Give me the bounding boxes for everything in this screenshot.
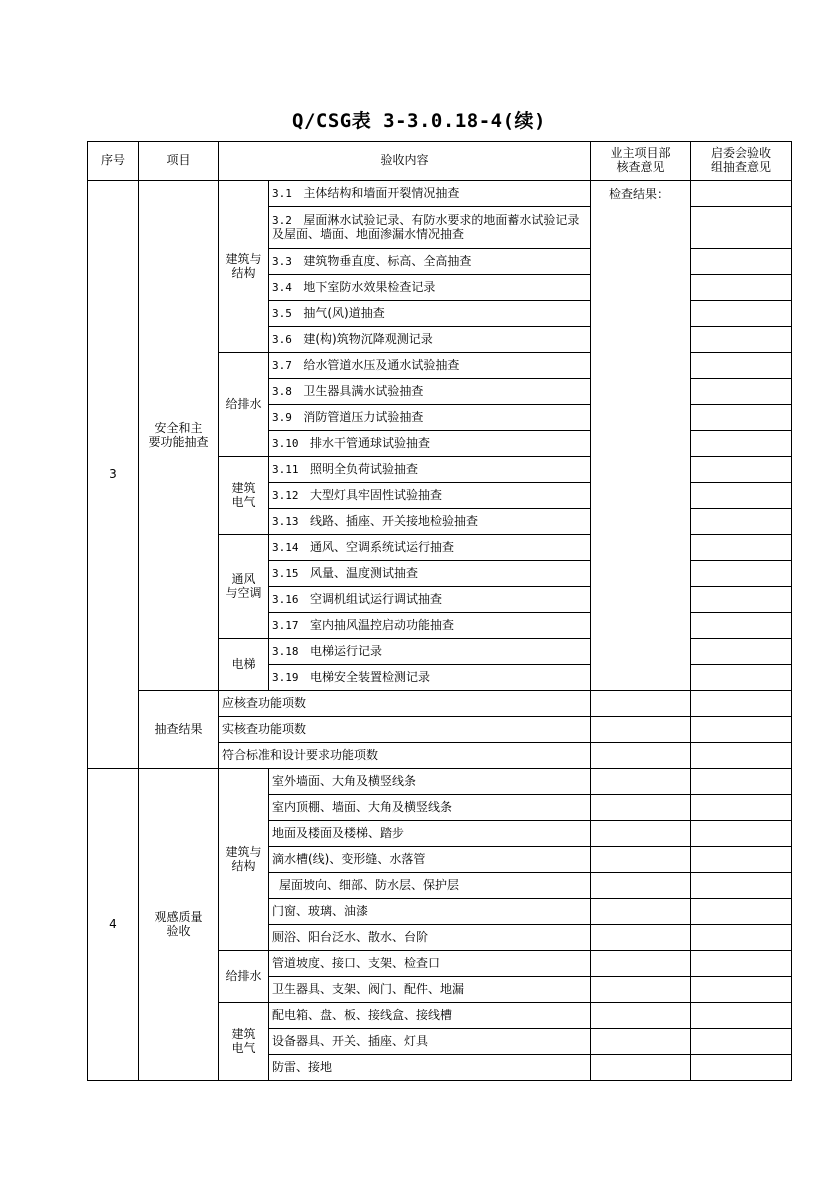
opinion-cell [691,665,792,691]
opinion-cell [691,535,792,561]
opinion-cell [691,639,792,665]
opinion-cell [691,1055,792,1081]
opinion-cell [691,1029,792,1055]
opinion-cell [691,821,792,847]
group-building-structure: 建筑与 结构 [219,769,269,951]
summary-label: 抽查结果 [139,691,219,769]
page-title: Q/CSG表 3-3.0.18-4(续) [292,110,546,132]
check-item: 3.11 照明全负荷试验抽查 [269,457,591,483]
owner-cell [591,795,691,821]
group-electric: 建筑 电气 [219,1003,269,1081]
check-item: 卫生器具、支架、阀门、配件、地漏 [269,977,591,1003]
opinion-cell [691,925,792,951]
group-elevator: 电梯 [219,639,269,691]
owner-cell [591,899,691,925]
header-content: 验收内容 [219,142,591,181]
table-row [88,769,792,795]
check-result-label: 检查结果： [591,181,691,691]
table-row [88,181,792,207]
check-item: 3.17 室内抽风温控启动功能抽查 [269,613,591,639]
opinion-cell [691,587,792,613]
owner-cell [591,873,691,899]
opinion-cell [691,795,792,821]
opinion-cell [691,769,792,795]
check-item: 3.9 消防管道压力试验抽查 [269,405,591,431]
opinion-cell [691,899,792,925]
owner-cell [591,717,691,743]
check-item: 室内顶棚、墙面、大角及横竖线条 [269,795,591,821]
check-item: 滴水槽(线)、变形缝、水落管 [269,847,591,873]
owner-cell [591,847,691,873]
opinion-cell [691,951,792,977]
owner-cell [591,925,691,951]
header-owner-opinion: 业主项目部 核查意见 [591,142,691,181]
opinion-cell [691,405,792,431]
opinion-cell [691,873,792,899]
header-project: 项目 [139,142,219,181]
check-item: 3.15 风量、温度测试抽查 [269,561,591,587]
group-electric: 建筑 电气 [219,457,269,535]
header-row [88,142,792,181]
check-item: 设备器具、开关、插座、灯具 [269,1029,591,1055]
table-row [88,691,792,717]
opinion-cell [691,743,792,769]
opinion-cell [691,181,792,207]
check-item: 门窗、玻璃、油漆 [269,899,591,925]
opinion-cell [691,483,792,509]
check-item: 配电箱、盘、板、接线盒、接线槽 [269,1003,591,1029]
check-item: 3.5 抽气(风)道抽查 [269,301,591,327]
opinion-cell [691,327,792,353]
check-item: 3.16 空调机组试运行调试抽查 [269,587,591,613]
opinion-cell [691,301,792,327]
summary-item: 实核查功能项数 [219,717,591,743]
opinion-cell [691,847,792,873]
group-water: 给排水 [219,951,269,1003]
group-building-structure: 建筑与 结构 [219,181,269,353]
opinion-cell [691,431,792,457]
check-item: 室外墙面、大角及横竖线条 [269,769,591,795]
header-committee-opinion: 启委会验收 组抽查意见 [691,142,792,181]
opinion-cell [691,1003,792,1029]
opinion-cell [691,353,792,379]
opinion-cell [691,691,792,717]
opinion-cell [691,457,792,483]
opinion-cell [691,561,792,587]
opinion-cell [691,275,792,301]
check-item: 管道坡度、接口、支架、检查口 [269,951,591,977]
group-water: 给排水 [219,353,269,457]
check-item: 3.13 线路、插座、开关接地检验抽查 [269,509,591,535]
opinion-cell [691,509,792,535]
summary-item: 应核查功能项数 [219,691,591,717]
check-item: 3.3 建筑物垂直度、标高、全高抽查 [269,249,591,275]
check-item: 防雷、接地 [269,1055,591,1081]
opinion-cell [691,249,792,275]
check-item: 3.19 电梯安全装置检测记录 [269,665,591,691]
opinion-cell [691,717,792,743]
owner-cell [591,977,691,1003]
owner-cell [591,769,691,795]
check-item: 3.7 给水管道水压及通水试验抽查 [269,353,591,379]
owner-cell [591,821,691,847]
section-3-seq: 3 [88,181,139,769]
summary-item: 符合标准和设计要求功能项数 [219,743,591,769]
check-item: 厕浴、阳台泛水、散水、台阶 [269,925,591,951]
acceptance-table [87,141,792,1081]
check-item: 地面及楼面及楼梯、踏步 [269,821,591,847]
check-item: 3.6 建(构)筑物沉降观测记录 [269,327,591,353]
owner-cell [591,1003,691,1029]
check-item: 3.12 大型灯具牢固性试验抽查 [269,483,591,509]
owner-cell [591,951,691,977]
opinion-cell [691,613,792,639]
opinion-cell [691,207,792,249]
check-item: 3.4 地下室防水效果检查记录 [269,275,591,301]
opinion-cell [691,977,792,1003]
check-item: 3.1 主体结构和墙面开裂情况抽查 [269,181,591,207]
section-4-seq: 4 [88,769,139,1081]
check-item: 3.14 通风、空调系统试运行抽查 [269,535,591,561]
header-seq: 序号 [88,142,139,181]
section-4-project: 观感质量 验收 [139,769,219,1081]
owner-cell [591,1055,691,1081]
check-item: 3.2 屋面淋水试验记录、有防水要求的地面蓄水试验记录及屋面、墙面、地面渗漏水情况抽查 [269,207,591,249]
owner-cell [591,691,691,717]
check-item: 3.8 卫生器具满水试验抽查 [269,379,591,405]
group-hvac: 通风 与空调 [219,535,269,639]
check-item: 3.10 排水干管通球试验抽查 [269,431,591,457]
check-item: 3.18 电梯运行记录 [269,639,591,665]
opinion-cell [691,379,792,405]
check-item: 屋面坡向、细部、防水层、保护层 [269,873,591,899]
section-3-project: 安全和主 要功能抽查 [139,181,219,691]
owner-cell [591,743,691,769]
owner-cell [591,1029,691,1055]
